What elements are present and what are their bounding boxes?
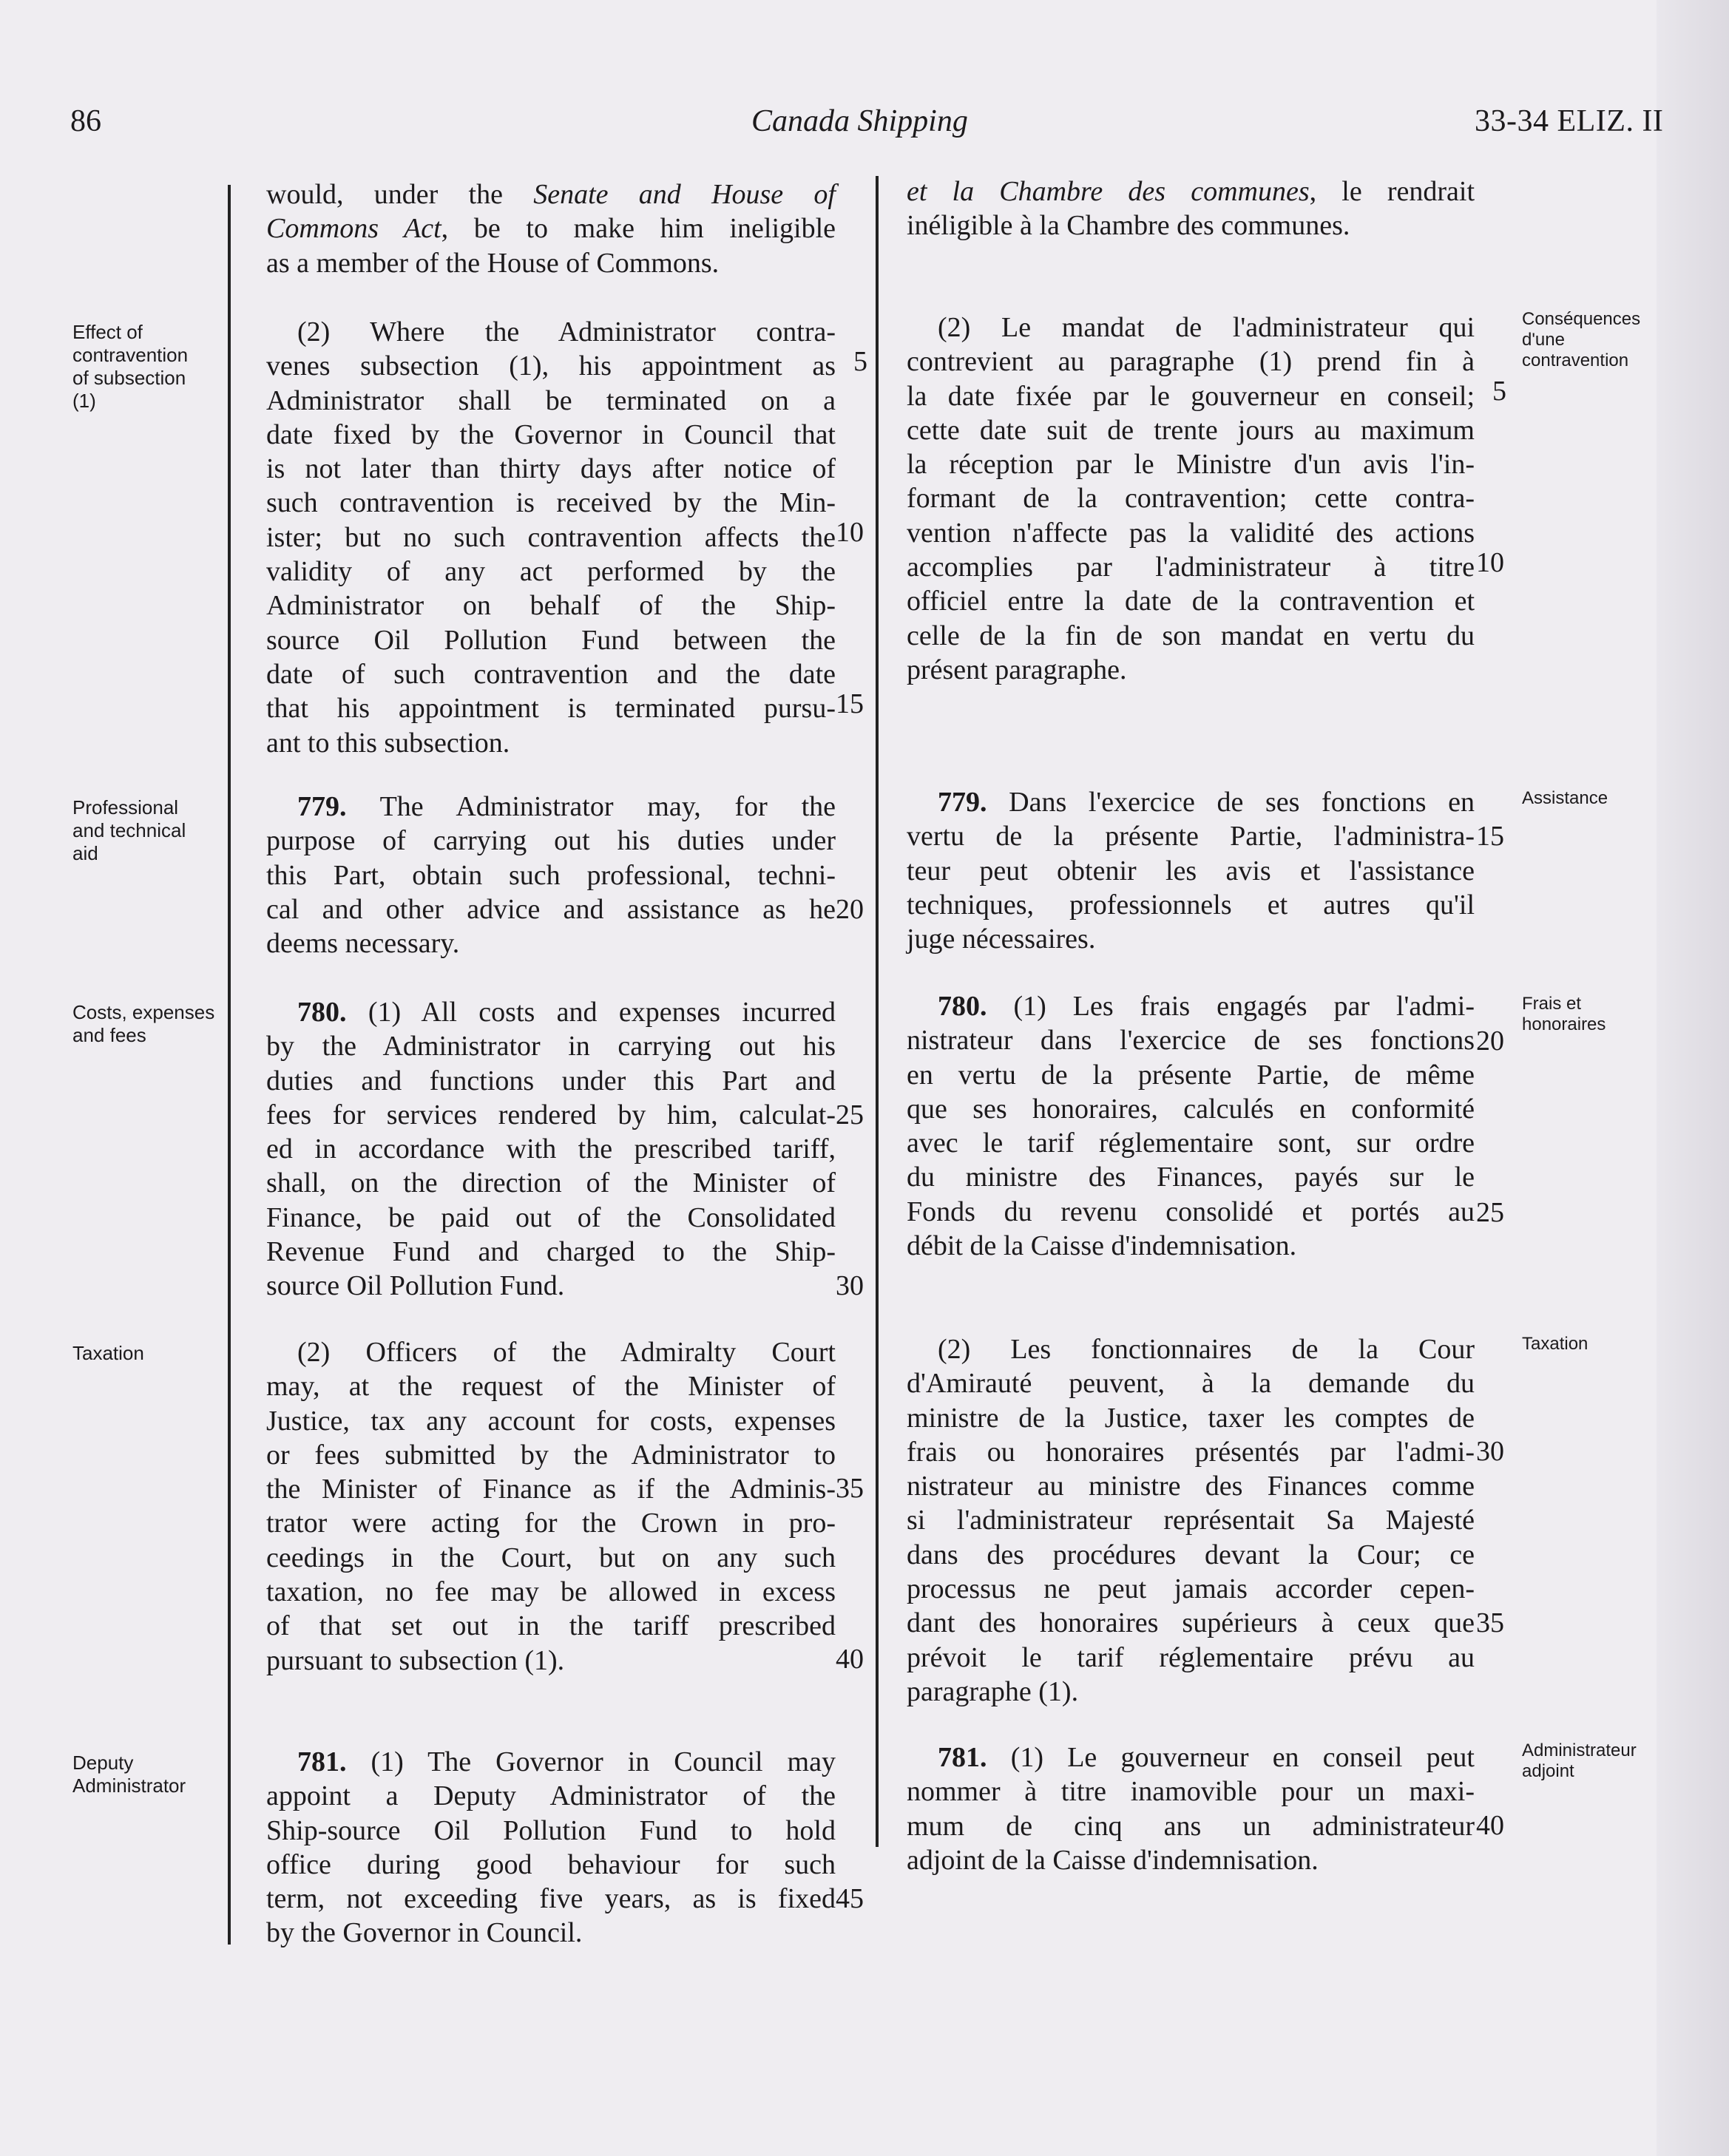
margin-note-professional-aid bbox=[72, 796, 220, 865]
text-line: la réception par le Ministre d'un avis l'in- bbox=[907, 449, 1475, 481]
margin-note-deputy-administrator bbox=[72, 1752, 220, 1797]
text-line: prévoit le tarif réglementaire prévu au bbox=[907, 1641, 1475, 1673]
line-number: 10 bbox=[1476, 547, 1504, 578]
text-line: the Minister of Finance as if the Adminis- bbox=[266, 1474, 836, 1505]
margin-note-frais-honoraires bbox=[1522, 994, 1655, 1035]
text-line: nistrateur dans l'exercice de ses fonctions bbox=[907, 1025, 1475, 1057]
text-line: dant des honoraires supérieurs à ceux que bbox=[907, 1607, 1475, 1639]
text-run: would, under the bbox=[266, 179, 534, 210]
text-run: (1) Les frais engagés par l'admi- bbox=[987, 991, 1475, 1022]
text-line: appoint a Deputy Administrator of the bbox=[266, 1780, 836, 1812]
line-number: 20 bbox=[836, 894, 864, 925]
text-line: deems necessary. bbox=[266, 928, 460, 960]
margin-note-line: and technical bbox=[72, 819, 186, 841]
text-line: is not later than thirty days after notice of bbox=[266, 453, 836, 485]
margin-note-line: aid bbox=[72, 842, 98, 864]
margin-note-consequences bbox=[1522, 309, 1655, 371]
left-column-rule bbox=[228, 185, 231, 1945]
margin-note-line: Costs, expenses bbox=[72, 1001, 215, 1023]
line-number: 5 bbox=[1492, 376, 1506, 407]
text-line: shall, on the direction of the Minister of bbox=[266, 1167, 836, 1199]
margin-note-line: Administrator bbox=[72, 1774, 186, 1797]
text-line: by the Administrator in carrying out his bbox=[266, 1031, 836, 1062]
text-line: (2) Le mandat de l'administrateur qui bbox=[938, 312, 1475, 343]
text-line: adjoint de la Caisse d'indemnisation. bbox=[907, 1844, 1319, 1876]
line-number: 40 bbox=[1476, 1810, 1504, 1841]
text-line: pursuant to subsection (1). bbox=[266, 1644, 565, 1676]
margin-note-effect-of-contravention bbox=[72, 321, 220, 413]
text-line: frais ou honoraires présentés par l'admi- bbox=[907, 1436, 1475, 1468]
text-line: Administrator on behalf of the Ship- bbox=[266, 590, 836, 622]
text-line: vention n'affecte pas la validité des actions bbox=[907, 517, 1475, 549]
line-number: 5 bbox=[853, 346, 867, 377]
french-subsection-780-2 bbox=[907, 1332, 1475, 1709]
text-line bbox=[907, 785, 1475, 819]
text-line: source Oil Pollution Fund between the bbox=[266, 624, 836, 656]
margin-note-line: Conséquences bbox=[1522, 309, 1641, 329]
text-line: présent paragraphe. bbox=[907, 654, 1127, 685]
volume-reference: 33-34 ELIZ. II bbox=[1475, 104, 1664, 138]
margin-note-line: Effect of bbox=[72, 321, 143, 343]
text-line: (2) Les fonctionnaires de la Cour bbox=[938, 1334, 1475, 1365]
margin-note-line: Professional bbox=[72, 796, 179, 818]
text-line: venes subsection (1), his appointment as bbox=[266, 350, 836, 382]
text-line: débit de la Caisse d'indemnisation. bbox=[907, 1230, 1297, 1262]
text-line: or fees submitted by the Administrator to bbox=[266, 1439, 836, 1471]
text-line: of that set out in the tariff prescribed bbox=[266, 1610, 836, 1642]
text-line: contrevient au paragraphe (1) prend fin à bbox=[907, 346, 1475, 378]
running-title: Canada Shipping bbox=[751, 104, 968, 138]
text-line: Fonds du revenu consolidé et portés au bbox=[907, 1196, 1475, 1227]
text-line bbox=[266, 790, 836, 824]
text-line: si l'administrateur représentait Sa Majesté bbox=[907, 1505, 1475, 1536]
text-line: nistrateur au ministre des Finances comme bbox=[907, 1471, 1475, 1502]
text-run: Dans l'exercice de ses fonctions en bbox=[987, 787, 1475, 818]
margin-note-taxation bbox=[72, 1342, 220, 1365]
section-number: 781. bbox=[297, 1746, 347, 1777]
line-number: 10 bbox=[836, 517, 864, 548]
text-line: celle de la fin de son mandat en vertu du bbox=[907, 620, 1475, 651]
line-number: 40 bbox=[836, 1644, 864, 1675]
page-edge-shadow bbox=[1657, 0, 1729, 2156]
french-paragraph-continuation bbox=[907, 174, 1475, 243]
text-line: such contravention is received by the Min- bbox=[266, 487, 836, 519]
margin-note-line: contravention bbox=[72, 344, 189, 366]
line-number: 20 bbox=[1476, 1026, 1504, 1057]
text-line: paragraphe (1). bbox=[907, 1675, 1079, 1707]
line-number: 25 bbox=[836, 1099, 864, 1130]
text-line: officiel entre la date de la contravention et bbox=[907, 586, 1475, 617]
line-number: 35 bbox=[836, 1473, 864, 1504]
text-line: nommer à titre inamovible pour un maxi- bbox=[907, 1776, 1475, 1808]
text-line: may, at the request of the Minister of bbox=[266, 1371, 836, 1403]
margin-note-administrateur-adjoint bbox=[1522, 1740, 1655, 1782]
text-line: as a member of the House of Commons. bbox=[266, 247, 720, 279]
margin-note-line: Frais et bbox=[1522, 994, 1582, 1014]
text-run: , be to make him ineligible bbox=[441, 213, 836, 245]
text-line: source Oil Pollution Fund. bbox=[266, 1270, 565, 1302]
text-line bbox=[266, 177, 836, 211]
text-line: validity of any act performed by the bbox=[266, 556, 836, 588]
english-subsection-780-2 bbox=[266, 1335, 836, 1678]
margin-note-costs-expenses-fees bbox=[72, 1001, 220, 1047]
french-section-781 bbox=[907, 1740, 1475, 1877]
text-line: ister; but no such contravention affects the bbox=[266, 521, 836, 553]
line-number: 15 bbox=[836, 688, 864, 719]
margin-note-line: Taxation bbox=[72, 1342, 144, 1364]
text-line: duties and functions under this Part and bbox=[266, 1065, 836, 1096]
text-line: processus ne peut jamais accorder cepen- bbox=[907, 1573, 1475, 1605]
text-line: cal and other advice and assistance as he bbox=[266, 893, 836, 925]
center-column-rule bbox=[876, 176, 879, 1847]
english-subsection-778-2 bbox=[266, 315, 836, 760]
text-run: , le rendrait bbox=[1309, 176, 1475, 207]
margin-note-assistance bbox=[1522, 788, 1655, 809]
text-line: term, not exceeding five years, as is fixed bbox=[266, 1883, 836, 1915]
line-number: 30 bbox=[1476, 1436, 1504, 1467]
act-title: Senate and House of bbox=[533, 179, 836, 210]
section-number: 780. bbox=[297, 997, 347, 1028]
text-line: juge nécessaires. bbox=[907, 923, 1096, 955]
text-line bbox=[907, 174, 1475, 209]
act-title: Commons Act bbox=[266, 213, 441, 245]
text-line: inéligible à la Chambre des communes. bbox=[907, 210, 1350, 242]
margin-note-line: adjoint bbox=[1522, 1761, 1574, 1781]
text-line: date fixed by the Governor in Council that bbox=[266, 418, 836, 450]
text-line: en vertu de la présente Partie, de même bbox=[907, 1059, 1475, 1091]
text-line: date of such contravention and the date bbox=[266, 658, 836, 690]
margin-note-line: and fees bbox=[72, 1024, 146, 1046]
text-line: ministre de la Justice, taxer les comptes de bbox=[907, 1402, 1475, 1434]
french-section-779 bbox=[907, 785, 1475, 956]
text-line bbox=[907, 989, 1475, 1023]
english-paragraph-continuation bbox=[266, 177, 836, 280]
margin-note-line: Administrateur bbox=[1522, 1740, 1637, 1760]
margin-note-line: d'une bbox=[1522, 330, 1565, 350]
text-line: taxation, no fee may be allowed in excess bbox=[266, 1576, 836, 1608]
french-section-780 bbox=[907, 989, 1475, 1263]
text-line: dans des procédures devant la Cour; ce bbox=[907, 1539, 1475, 1570]
line-number: 25 bbox=[1476, 1197, 1504, 1228]
text-line: trator were acting for the Crown in pro- bbox=[266, 1508, 836, 1539]
margin-note-line: Taxation bbox=[1522, 1334, 1588, 1354]
text-line: la date fixée par le gouverneur en conseil; bbox=[907, 380, 1475, 412]
line-number: 30 bbox=[836, 1270, 864, 1301]
text-line: Administrator shall be terminated on a bbox=[266, 384, 836, 416]
french-subsection-778-2 bbox=[907, 311, 1475, 687]
text-line: (2) Where the Administrator contra- bbox=[297, 316, 836, 348]
line-number: 45 bbox=[836, 1883, 864, 1914]
text-line: Ship-source Oil Pollution Fund to hold bbox=[266, 1814, 836, 1846]
text-run: (1) Le gouverneur en conseil peut bbox=[987, 1742, 1475, 1773]
margin-note-line: honoraires bbox=[1522, 1014, 1606, 1034]
english-section-780 bbox=[266, 995, 836, 1304]
section-number: 781. bbox=[938, 1742, 987, 1773]
text-line: techniques, professionnels et autres qu'il bbox=[907, 889, 1475, 921]
margin-note-line: Assistance bbox=[1522, 788, 1608, 808]
text-run: (1) All costs and expenses incurred bbox=[346, 997, 836, 1028]
section-number: 779. bbox=[938, 787, 987, 818]
text-run: (1) The Governor in Council may bbox=[346, 1746, 836, 1777]
text-line: (2) Officers of the Admiralty Court bbox=[297, 1337, 836, 1368]
text-line: by the Governor in Council. bbox=[266, 1917, 583, 1949]
text-line bbox=[907, 1740, 1475, 1774]
text-line: vertu de la présente Partie, l'administra- bbox=[907, 821, 1475, 852]
text-run: The Administrator may, for the bbox=[346, 791, 836, 822]
text-line: formant de la contravention; cette contra- bbox=[907, 483, 1475, 515]
text-line: purpose of carrying out his duties under bbox=[266, 825, 836, 857]
text-line: Justice, tax any account for costs, expenses bbox=[266, 1405, 836, 1437]
text-line: d'Amirauté peuvent, à la demande du bbox=[907, 1368, 1475, 1400]
line-number: 15 bbox=[1476, 821, 1504, 852]
text-line: avec le tarif réglementaire sont, sur ordre bbox=[907, 1128, 1475, 1159]
margin-note-line: of subsection bbox=[72, 367, 186, 389]
text-line: cette date suit de trente jours au maximum bbox=[907, 414, 1475, 446]
page-number: 86 bbox=[70, 104, 101, 138]
text-line: teur peut obtenir les avis et l'assistance bbox=[907, 855, 1475, 887]
text-line: accomplies par l'administrateur à titre bbox=[907, 552, 1475, 583]
text-line: fees for services rendered by him, calculat- bbox=[266, 1099, 836, 1130]
text-line: Finance, be paid out of the Consolidated bbox=[266, 1201, 836, 1233]
margin-note-taxation-fr bbox=[1522, 1334, 1655, 1355]
text-line: mum de cinq ans un administrateur bbox=[907, 1810, 1475, 1842]
section-number: 780. bbox=[938, 991, 987, 1022]
line-number: 35 bbox=[1476, 1607, 1504, 1638]
text-line bbox=[266, 995, 836, 1029]
english-section-779 bbox=[266, 790, 836, 960]
act-title: et la Chambre des communes bbox=[907, 176, 1310, 207]
text-line: ceedings in the Court, but on any such bbox=[266, 1542, 836, 1573]
text-line: Revenue Fund and charged to the Ship- bbox=[266, 1236, 836, 1268]
margin-note-line: contravention bbox=[1522, 350, 1629, 370]
margin-note-line: Deputy bbox=[72, 1752, 134, 1774]
margin-note-line: (1) bbox=[72, 390, 96, 412]
text-line: que ses honoraires, calculés en conformité bbox=[907, 1093, 1475, 1125]
text-line: du ministre des Finances, payés sur le bbox=[907, 1162, 1475, 1193]
text-line: ed in accordance with the prescribed tariff, bbox=[266, 1133, 836, 1165]
text-line: ant to this subsection. bbox=[266, 727, 510, 759]
text-line: office during good behaviour for such bbox=[266, 1848, 836, 1880]
text-line bbox=[266, 1745, 836, 1779]
text-line: this Part, obtain such professional, techni- bbox=[266, 859, 836, 891]
text-line bbox=[266, 211, 836, 245]
english-section-781 bbox=[266, 1745, 836, 1950]
section-number: 779. bbox=[297, 791, 347, 822]
text-line: that his appointment is terminated pursu- bbox=[266, 693, 836, 725]
